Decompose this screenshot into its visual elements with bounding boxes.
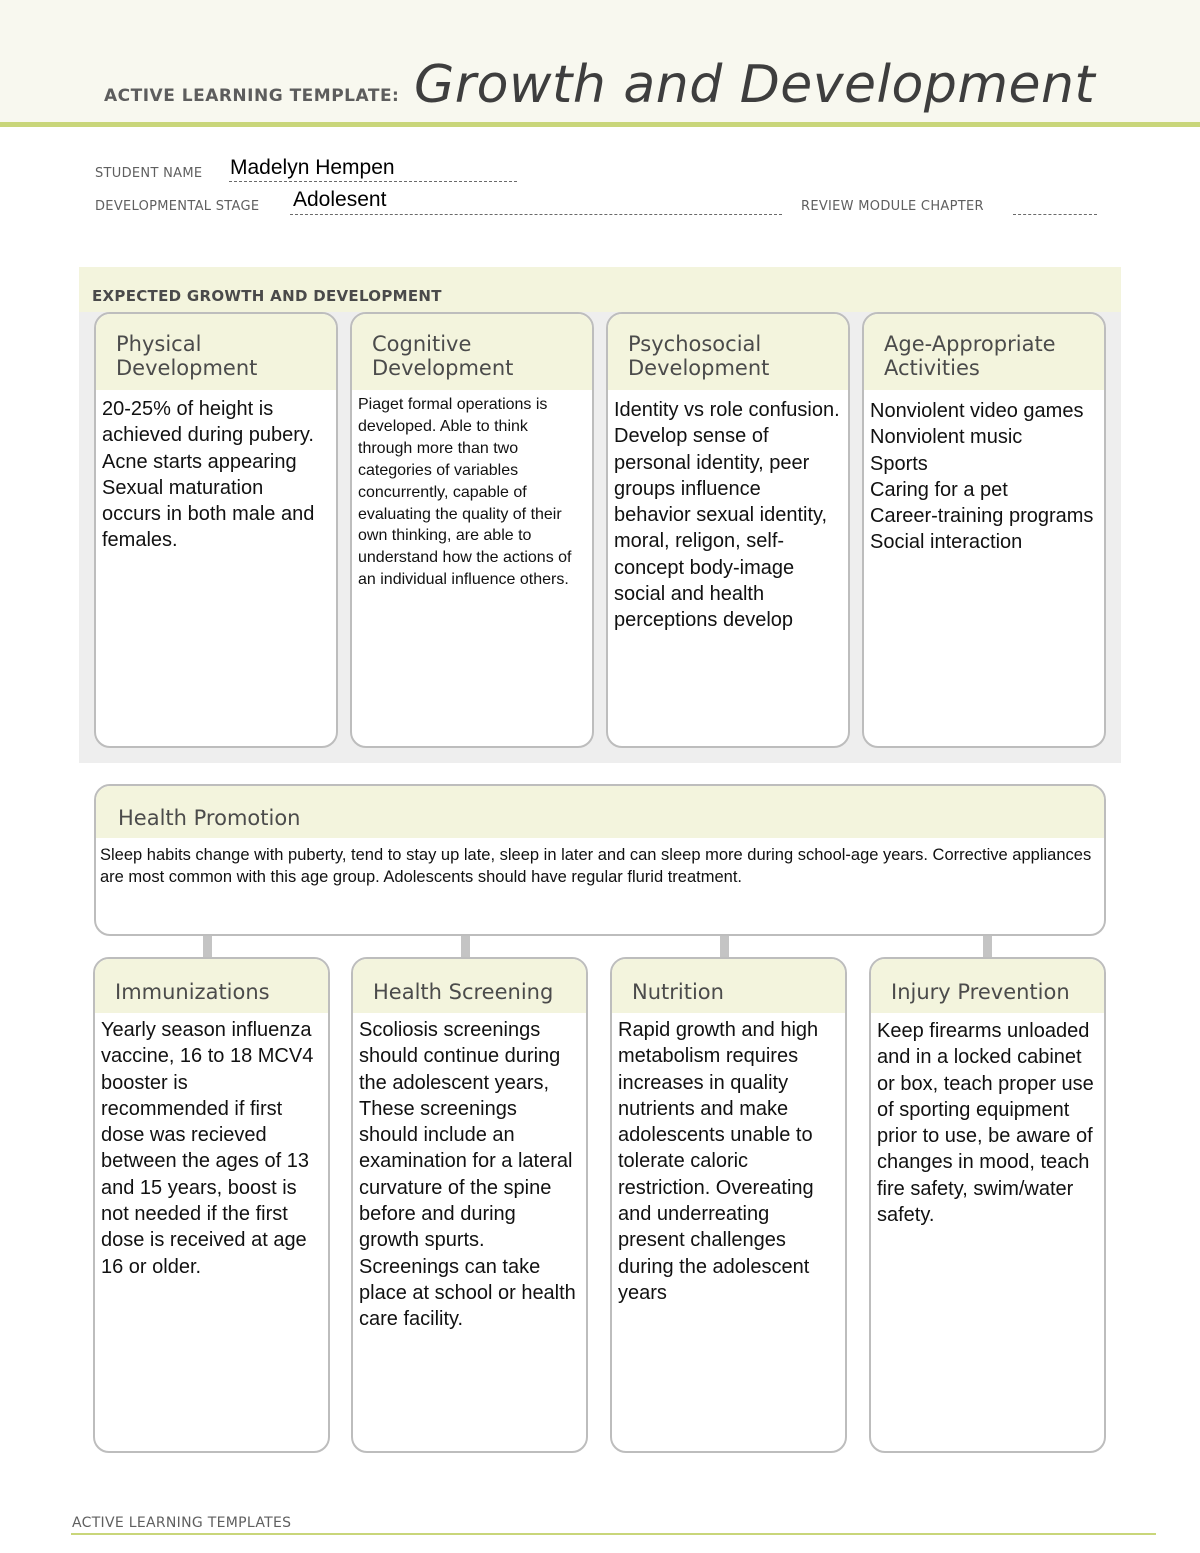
card-body: Identity vs role confusion. Develop sense of personal identity, peer groups influence behavior sexual identity, moral, religon, self-concept body-image social and health perceptions develop — [614, 399, 840, 632]
header-accent-line — [0, 122, 1200, 127]
card-body: Piaget formal operations is developed. Able to think through more than two categories of variables concurrently, capable of evaluating the quality of their own thinking, are able to understand how the actions of an individual influence others. — [358, 396, 572, 589]
immunizations-card — [93, 957, 330, 1453]
card-body: Nonviolent video games Nonviolent music Sports Caring for a pet Career-training programs Social interaction — [870, 400, 1094, 554]
student-name-field[interactable]: Madelyn Hempen — [230, 156, 395, 179]
health-promotion-heading: Health Promotion — [96, 786, 1104, 838]
psychosocial-development-card — [606, 312, 850, 748]
page-title: Growth and Development — [414, 55, 1096, 115]
health-screening-card — [351, 957, 588, 1453]
injury-prevention-card — [869, 957, 1106, 1453]
footer-text: ACTIVE LEARNING TEMPLATES — [72, 1515, 292, 1531]
card-heading: Nutrition — [612, 959, 845, 1013]
card-body: Rapid growth and high metabolism requires increases in quality nutrients and make adolescents unable to tolerate caloric restriction. Overeating and underreating present challenges during the adolescent years — [618, 1019, 819, 1304]
student-name-label: STUDENT NAME — [95, 166, 203, 181]
card-body: Yearly season influenza vaccine, 16 to 18 MCV4 booster is recommended if first dose was recieved between the ages of 13 and 15 years, boost is not needed if the first dose is received at age 16 or older. — [101, 1019, 314, 1278]
card-body: Scoliosis screenings should continue during the adolescent years, These screenings should include an examination for a lateral curvature of the spine before and during growth spurts. Screenings can take place at school or health care facility. — [359, 1019, 576, 1331]
developmental-stage-underline — [290, 214, 782, 215]
card-heading: Age-Appropriate Activities — [864, 314, 1104, 390]
student-name-underline — [229, 181, 517, 182]
card-body: Keep firearms unloaded and in a locked cabinet or box, teach proper use of sporting equipment prior to use, be aware of changes in mood, teach fire safety, swim/water safety. — [877, 1020, 1094, 1227]
card-body: 20-25% of height is achieved during pubery. Acne starts appearing Sexual maturation occurs in both male and females. — [102, 398, 315, 552]
card-heading: Health Screening — [353, 959, 586, 1013]
expected-growth-title: EXPECTED GROWTH AND DEVELOPMENT — [92, 287, 442, 305]
connector — [203, 936, 212, 958]
card-heading: Psychosocial Development — [608, 314, 848, 390]
connector — [461, 936, 470, 958]
connector — [720, 936, 729, 958]
card-heading: Injury Prevention — [871, 959, 1104, 1013]
developmental-stage-field[interactable]: Adolesent — [293, 188, 387, 211]
card-heading: Immunizations — [95, 959, 328, 1013]
cognitive-development-card — [350, 312, 594, 748]
card-heading: Cognitive Development — [352, 314, 592, 390]
connector — [983, 936, 992, 958]
nutrition-card — [610, 957, 847, 1453]
health-promotion-card — [94, 784, 1106, 936]
physical-development-card — [94, 312, 338, 748]
review-module-underline — [1013, 214, 1097, 215]
review-module-label: REVIEW MODULE CHAPTER — [801, 199, 984, 214]
template-label: ACTIVE LEARNING TEMPLATE: — [104, 86, 400, 106]
card-heading: Physical Development — [96, 314, 336, 390]
health-promotion-body: Sleep habits change with puberty, tend to stay up late, sleep in later and can sleep more during school-age years. Corrective appliances are most common with this age group. Adolescents should have regular flurid treatment. — [100, 846, 1092, 886]
age-appropriate-activities-card — [862, 312, 1106, 748]
footer-accent-line — [71, 1533, 1156, 1535]
developmental-stage-label: DEVELOPMENTAL STAGE — [95, 199, 260, 214]
